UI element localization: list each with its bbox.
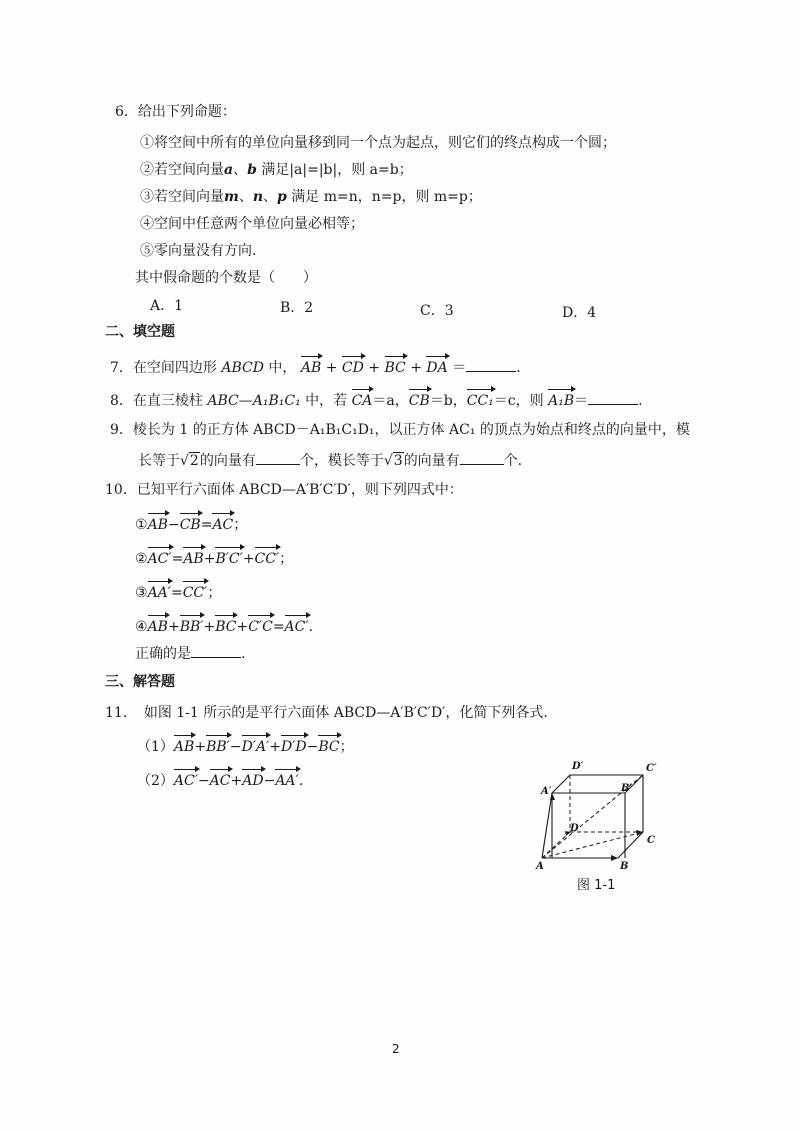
section-fill-in: 二、填空题 (105, 324, 175, 340)
q10-item-1: ①AB−CB=AC； (135, 512, 247, 535)
q11-part-2: （2）AC′−AC+AD−AA′. (137, 768, 303, 791)
label-b-prime: B′ (621, 783, 633, 794)
q10-stem: 10．已知平行六面体 ABCD—A′B′C′D′，则下列四式中： (105, 482, 463, 498)
label-d: D (570, 823, 579, 834)
label-c: C (647, 835, 655, 846)
figure-caption: 图 1-1 (577, 878, 616, 893)
q6-choice-b: B．2 (280, 300, 314, 316)
q11-stem: 11． 如图 1-1 所示的是平行六面体 ABCD—A′B′C′D′，化简下列各式. (105, 705, 548, 721)
label-d-prime: D′ (572, 761, 584, 772)
q6-choice-c: C．3 (420, 303, 454, 319)
label-c-prime: C′ (646, 763, 657, 774)
figure-arrowheads (550, 793, 643, 861)
q6-item-5: ⑤零向量没有方向． (140, 243, 266, 259)
q6-item-3: ③若空间向量m、n、p 满足 m=n，n=p，则 m=p； (140, 189, 482, 205)
q10-item-3: ③AA′=CC′； (135, 580, 221, 603)
q11-part-1: （1）AB+BB′−D′A′+D′D−BC； (137, 734, 354, 757)
label-b: B (620, 861, 629, 872)
q10-answer: 正确的是 . (135, 643, 245, 664)
q8: 8．在直三棱柱 ABC—A₁B₁C₁ 中，若 CA＝a，CB＝b，CC₁＝c，则 A₁B＝ . (110, 388, 643, 411)
q6-question: 其中假命题的个数是（ ） (135, 270, 317, 286)
q6-item-1: ①将空间中所有的单位向量移到同一个点为起点，则它们的终点构成一个圆； (140, 135, 616, 151)
label-a-prime: A′ (541, 786, 552, 797)
q9-line-1: 9．棱长为 1 的正方体 ABCD－A₁B₁C₁D₁，以正方体 AC₁ 的顶点为始点和终点的向量中，模 (110, 422, 690, 438)
page-number: 2 (392, 1042, 400, 1056)
q10-item-2: ②AC′=AB+B′C′+CC′； (135, 546, 293, 569)
section-solve: 三、解答题 (105, 674, 175, 690)
q6-item-4: ④空间中任意两个单位向量必相等； (140, 216, 364, 232)
q10-item-4: ④AB+BB′+BC+C′C=AC′. (135, 614, 313, 637)
q6-item-2: ②若空间向量a、b 满足|a|=|b|，则 a=b； (140, 162, 413, 178)
label-a: A (536, 861, 544, 872)
q7: 7．在空间四边形 ABCD 中， AB + CD + BC + DA ＝ . (110, 355, 521, 378)
q9-line-2: 长等于√2的向量有 个，模长等于√3的向量有 个. (138, 450, 522, 471)
q6-choice-a: A．1 (150, 298, 184, 314)
q6-choice-d: D．4 (562, 305, 597, 321)
q6-stem: 6．给出下列命题： (115, 104, 236, 120)
